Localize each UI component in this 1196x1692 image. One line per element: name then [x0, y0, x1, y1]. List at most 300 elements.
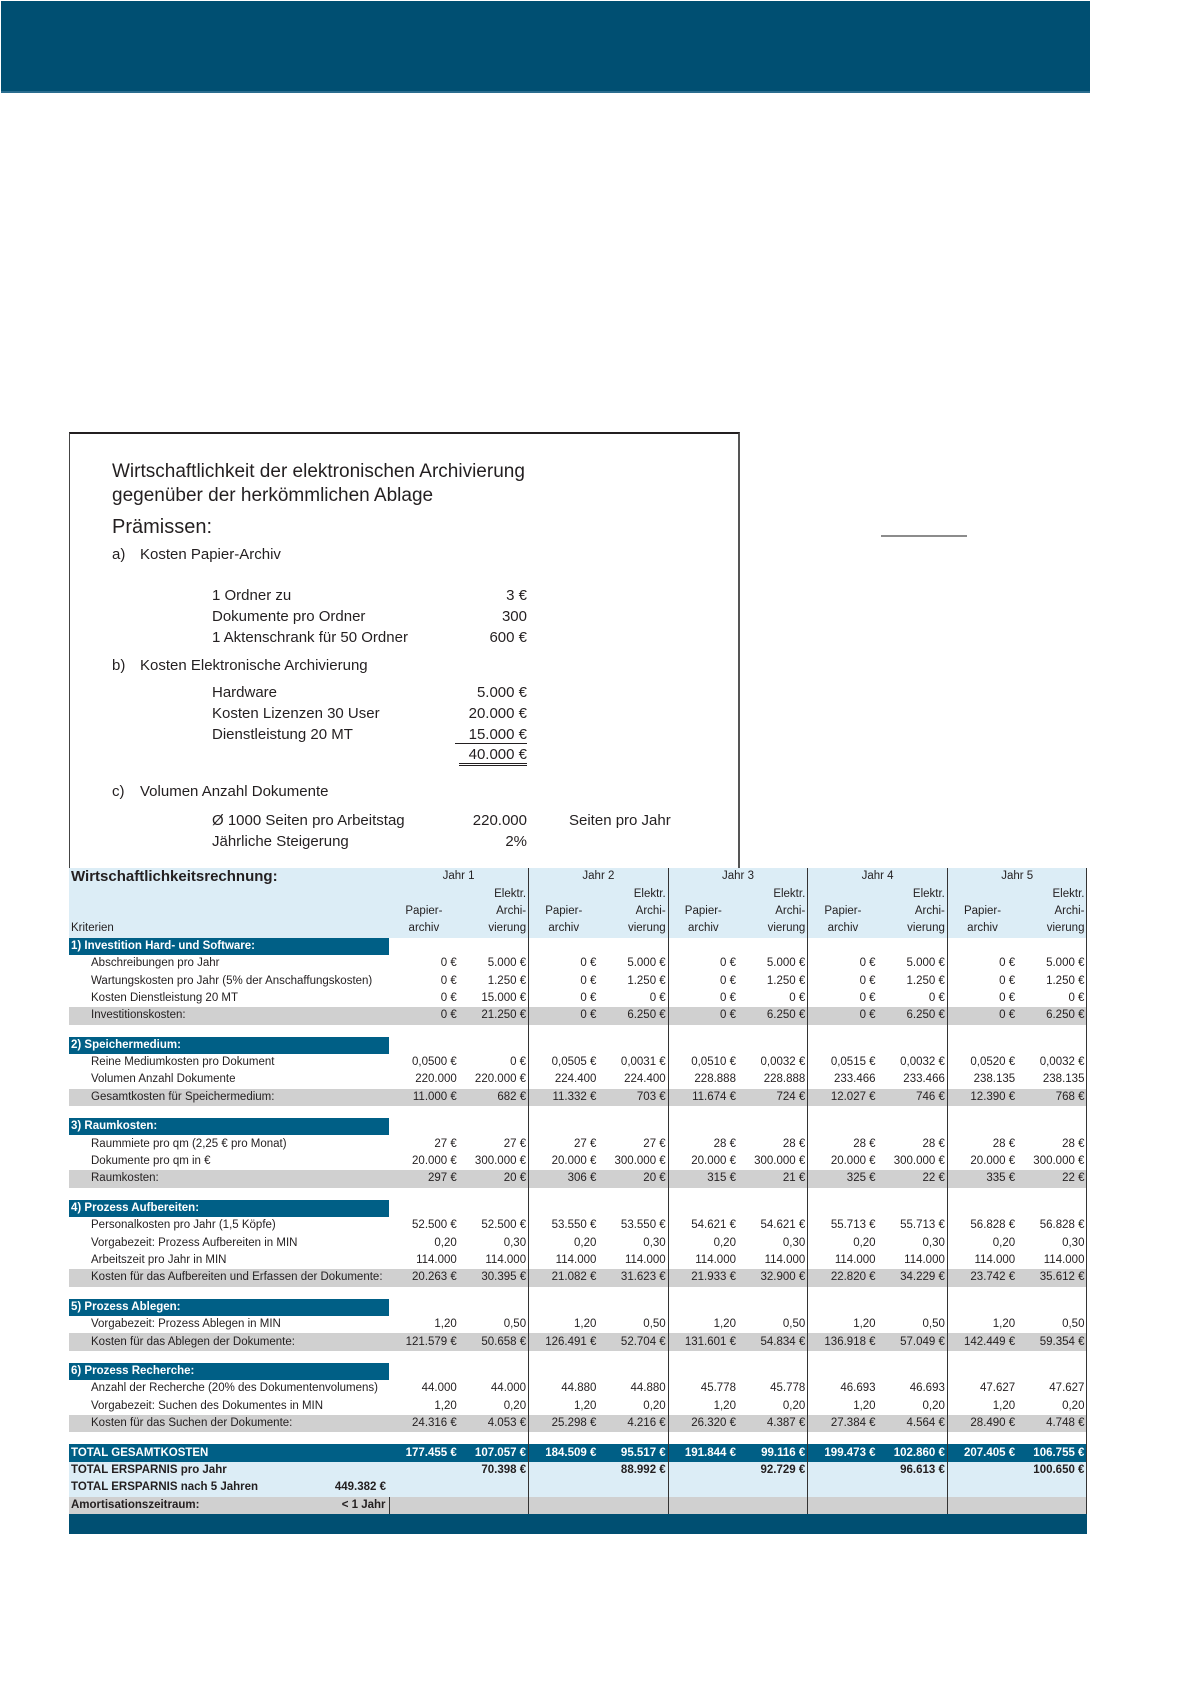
- table-row: [69, 955, 1087, 972]
- spacer: [668, 1106, 738, 1118]
- spacer: [459, 1188, 529, 1200]
- value-cell: 1,20: [713, 1399, 736, 1412]
- value-cell: 20.000 €: [412, 1155, 457, 1168]
- value-cell: 0,0032 €: [878, 1054, 948, 1071]
- spacer: [529, 1025, 599, 1037]
- premise-value: 3 €: [506, 587, 527, 604]
- spacer: [1017, 1188, 1087, 1200]
- section-title: 5) Prozess Ablegen:: [69, 1299, 389, 1316]
- spacer-row: [69, 1025, 1087, 1037]
- spacer: [947, 1351, 1017, 1363]
- spacer: [389, 1287, 459, 1299]
- spacer: [598, 1299, 668, 1316]
- value-cell: 121.579 €: [389, 1333, 459, 1350]
- value-cell: 703 €: [598, 1089, 668, 1106]
- value-cell: 54.621 €: [691, 1219, 736, 1232]
- spacer: [808, 1200, 878, 1217]
- value-cell: 1,20: [574, 1318, 597, 1331]
- col-elec-header: Archi-: [1017, 903, 1087, 920]
- savings-5-text: TOTAL ERSPARNIS nach 5 Jahren: [71, 1481, 259, 1494]
- value-cell: 0,0032 €: [1017, 1054, 1087, 1071]
- value-cell: 4.387 €: [738, 1415, 808, 1432]
- value-cell: 0,20: [574, 1236, 597, 1249]
- section-label: Kosten Papier-Archiv: [140, 546, 281, 563]
- spacer: [459, 1363, 529, 1380]
- value-cell: 114.000: [695, 1254, 736, 1266]
- value-cell: 136.918 €: [808, 1333, 878, 1350]
- value-cell: 300.000 €: [1017, 1153, 1087, 1170]
- spacer: [808, 1432, 878, 1444]
- value-cell: 0 €: [947, 1007, 1017, 1024]
- spacer: [947, 938, 1017, 955]
- value-cell: 114.000: [1017, 1252, 1087, 1269]
- value-cell: 0 €: [580, 957, 597, 970]
- premises-box: [69, 432, 740, 868]
- value-cell: 92.729 €: [738, 1462, 808, 1479]
- spacer: [668, 1118, 738, 1135]
- savings-5-label: [69, 1479, 389, 1496]
- spacer: [808, 1363, 878, 1380]
- section-header-row: [69, 1037, 1087, 1054]
- col-paper-header: archiv: [668, 920, 738, 937]
- row-label: Wartungskosten pro Jahr (5% der Anschaffungskosten): [91, 974, 373, 987]
- spacer: [389, 1200, 459, 1217]
- value-cell: 12.390 €: [947, 1089, 1017, 1106]
- value-cell: 0,0510 €: [691, 1056, 736, 1069]
- spacer-row: [69, 1106, 1087, 1118]
- value-cell: 238.135: [973, 1073, 1016, 1086]
- spacer: [598, 1200, 668, 1217]
- subtotal-row: [69, 1089, 1087, 1106]
- spacer: [598, 1432, 668, 1444]
- spacer: [529, 1188, 599, 1200]
- premise-label: Dokumente pro Ordner: [212, 608, 366, 625]
- spacer: [738, 1287, 808, 1299]
- year-header: Jahr 5: [947, 868, 1087, 885]
- premise-row: [212, 705, 527, 722]
- value-cell: 45.778: [738, 1380, 808, 1397]
- value-cell: 0,20: [713, 1236, 736, 1249]
- value-cell: 0 €: [859, 991, 876, 1004]
- spacer: [808, 1287, 878, 1299]
- title-line-2: gegenüber der herkömmlichen Ablage: [112, 485, 434, 506]
- table-row: [69, 1252, 1087, 1269]
- value-cell: 0,30: [878, 1234, 948, 1251]
- header-blank: [668, 885, 738, 902]
- signature-line: [881, 535, 967, 537]
- spacer: [947, 1188, 1017, 1200]
- value-cell: 100.650 €: [1017, 1462, 1087, 1479]
- value-cell: 0,50: [598, 1316, 668, 1333]
- value-cell: 300.000 €: [878, 1153, 948, 1170]
- subtotal-row: [69, 1333, 1087, 1350]
- spacer: [69, 1025, 389, 1037]
- premise-value: 20.000 €: [468, 705, 527, 722]
- spacer: [947, 1287, 1017, 1299]
- year-header: Jahr 3: [668, 868, 808, 885]
- value-cell: 746 €: [878, 1089, 948, 1106]
- section-b: [112, 657, 368, 674]
- col-elec-header: vierung: [459, 920, 529, 937]
- spacer: [529, 1106, 599, 1118]
- spacer: [459, 1037, 529, 1054]
- value-cell: 0,0515 €: [830, 1056, 876, 1069]
- value-cell: 27 €: [459, 1135, 529, 1152]
- value-cell: 31.623 €: [598, 1269, 668, 1286]
- value-cell: 46.693: [878, 1380, 948, 1397]
- total-label: TOTAL GESAMTKOSTEN: [69, 1444, 389, 1461]
- header-blank: [529, 885, 599, 902]
- premise-label: Jährliche Steigerung: [212, 833, 349, 850]
- spacer: [1017, 1351, 1087, 1363]
- section-title: 4) Prozess Aufbereiten:: [69, 1200, 389, 1217]
- value-cell: 22.820 €: [808, 1269, 878, 1286]
- spacer: [459, 1025, 529, 1037]
- table-row: [69, 1316, 1087, 1333]
- col-paper-header: Papier-: [529, 903, 599, 920]
- value-cell: 0 €: [389, 1007, 459, 1024]
- spacer: [1017, 1200, 1087, 1217]
- header-blank: [808, 885, 878, 902]
- value-cell: 724 €: [738, 1089, 808, 1106]
- spacer: [668, 1479, 738, 1496]
- value-cell: 20.000 €: [691, 1155, 736, 1168]
- value-cell: 21 €: [738, 1170, 808, 1187]
- value-cell: 4.053 €: [459, 1415, 529, 1432]
- value-cell: 5.000 €: [598, 955, 668, 972]
- spacer: [389, 1363, 459, 1380]
- spacer: [1017, 1118, 1087, 1135]
- spacer: [808, 1106, 878, 1118]
- col-elec-header: Archi-: [878, 903, 948, 920]
- row-label: Vorgabezeit: Suchen des Dokumentes in MIN: [91, 1399, 324, 1412]
- subtotal-row: [69, 1415, 1087, 1432]
- spacer: [459, 1200, 529, 1217]
- spacer: [947, 1037, 1017, 1054]
- spacer: [598, 1025, 668, 1037]
- spacer: [947, 1025, 1017, 1037]
- spacer: [878, 1188, 948, 1200]
- premise-value: 2%: [505, 833, 527, 850]
- premises-heading: Prämissen:: [112, 516, 213, 538]
- header-blank: [69, 903, 389, 920]
- value-cell: 224.400: [598, 1071, 668, 1088]
- spacer: [668, 1287, 738, 1299]
- value-cell: 27 €: [434, 1137, 457, 1150]
- spacer: [878, 1106, 948, 1118]
- premise-row: [212, 684, 527, 701]
- value-cell: 11.332 €: [529, 1089, 599, 1106]
- spacer: [1017, 1497, 1087, 1514]
- year-header: Jahr 2: [529, 868, 669, 885]
- spacer: [668, 1299, 738, 1316]
- value-cell: 15.000 €: [459, 990, 529, 1007]
- value-cell: 11.674 €: [668, 1089, 738, 1106]
- spacer: [947, 1200, 1017, 1217]
- value-cell: 0 €: [440, 957, 457, 970]
- spacer: [598, 1363, 668, 1380]
- spacer: [69, 1287, 389, 1299]
- section-label: Kosten Elektronische Archivierung: [140, 657, 368, 674]
- value-cell: 1.250 €: [1017, 972, 1087, 989]
- premise-row: [212, 833, 527, 850]
- table-header-row: [69, 903, 1087, 920]
- row-label: Personalkosten pro Jahr (1,5 Köpfe): [91, 1219, 276, 1232]
- spacer: [738, 1188, 808, 1200]
- value-cell: 0,20: [598, 1398, 668, 1415]
- spacer: [1017, 938, 1087, 955]
- col-elec-header: Archi-: [459, 903, 529, 920]
- value-cell: 5.000 €: [878, 955, 948, 972]
- spacer: [459, 938, 529, 955]
- value-cell: 228.888: [738, 1071, 808, 1088]
- spacer: [529, 1351, 599, 1363]
- value-cell: 107.057 €: [459, 1444, 529, 1461]
- premise-row: [212, 812, 671, 829]
- value-cell: 0,20: [853, 1236, 876, 1249]
- value-cell: 1,20: [853, 1399, 876, 1412]
- row-label: Vorgabezeit: Prozess Ablegen in MIN: [91, 1318, 281, 1331]
- value-cell: 102.860 €: [878, 1444, 948, 1461]
- value-cell: 0 €: [440, 991, 457, 1004]
- premise-label: 1 Aktenschrank für 50 Ordner: [212, 629, 408, 646]
- subtotal-row: [69, 1269, 1087, 1286]
- value-cell: 207.405 €: [947, 1444, 1017, 1461]
- row-label: Kosten Dienstleistung 20 MT: [91, 991, 239, 1004]
- value-cell: [947, 1462, 1017, 1479]
- spacer: [529, 1287, 599, 1299]
- value-cell: 297 €: [389, 1170, 459, 1187]
- value-cell: 21.250 €: [459, 1007, 529, 1024]
- value-cell: 25.298 €: [529, 1415, 599, 1432]
- table-row: [69, 1054, 1087, 1071]
- value-cell: 0,30: [1017, 1234, 1087, 1251]
- spacer: [389, 1118, 459, 1135]
- value-cell: 6.250 €: [878, 1007, 948, 1024]
- value-cell: 114.000: [459, 1252, 529, 1269]
- premise-value: 5.000 €: [476, 684, 527, 701]
- subtotal-label: Investitionskosten:: [69, 1007, 389, 1024]
- spacer: [668, 1188, 738, 1200]
- spacer: [459, 1287, 529, 1299]
- spacer: [529, 1497, 599, 1514]
- spacer: [738, 1363, 808, 1380]
- value-cell: 0,0500 €: [412, 1056, 457, 1069]
- spacer: [69, 1432, 389, 1444]
- spacer: [808, 1497, 878, 1514]
- spacer: [878, 1118, 948, 1135]
- section-header-row: [69, 1118, 1087, 1135]
- spacer: [947, 1432, 1017, 1444]
- table-row: [69, 1071, 1087, 1088]
- spacer: [878, 1497, 948, 1514]
- subtotal-label: Gesamtkosten für Speichermedium:: [69, 1089, 389, 1106]
- spacer: [668, 938, 738, 955]
- value-cell: 1,20: [992, 1318, 1016, 1331]
- col-paper-header: archiv: [529, 920, 599, 937]
- spacer: [529, 1299, 599, 1316]
- table-row: [69, 1135, 1087, 1152]
- table-row: [69, 990, 1087, 1007]
- value-cell: 325 €: [808, 1170, 878, 1187]
- spacer: [389, 1479, 459, 1496]
- premise-row: [212, 726, 527, 743]
- spacer: [878, 1363, 948, 1380]
- spacer: [738, 1200, 808, 1217]
- row-label: Volumen Anzahl Dokumente: [91, 1073, 236, 1086]
- value-cell: 5.000 €: [738, 955, 808, 972]
- value-cell: 21.082 €: [529, 1269, 599, 1286]
- spacer: [1017, 1287, 1087, 1299]
- value-cell: 142.449 €: [947, 1333, 1017, 1350]
- value-cell: 28 €: [878, 1135, 948, 1152]
- value-cell: 0 €: [738, 990, 808, 1007]
- value-cell: 88.992 €: [598, 1462, 668, 1479]
- spacer: [738, 1479, 808, 1496]
- section-title: 3) Raumkosten:: [69, 1118, 389, 1135]
- table-row: [69, 1153, 1087, 1170]
- spacer: [389, 938, 459, 955]
- spacer: [738, 1025, 808, 1037]
- value-cell: 0,20: [459, 1398, 529, 1415]
- spacer: [1017, 1299, 1087, 1316]
- value-cell: 27.384 €: [808, 1415, 878, 1432]
- spacer: [389, 1299, 459, 1316]
- value-cell: 26.320 €: [668, 1415, 738, 1432]
- value-cell: 21.933 €: [668, 1269, 738, 1286]
- spacer: [878, 1479, 948, 1496]
- total-costs-row: [69, 1444, 1087, 1461]
- premise-value: 300: [501, 608, 527, 625]
- spacer: [668, 1432, 738, 1444]
- value-cell: 220.000 €: [459, 1071, 529, 1088]
- col-elec-header: Elektr.: [459, 885, 529, 902]
- value-cell: 1,20: [853, 1318, 876, 1331]
- spacer: [808, 1025, 878, 1037]
- value-cell: 56.828 €: [970, 1219, 1016, 1232]
- value-cell: 0 €: [598, 990, 668, 1007]
- spacer: [808, 1479, 878, 1496]
- value-cell: 22 €: [1017, 1170, 1087, 1187]
- spacer: [668, 1497, 738, 1514]
- value-cell: 52.500 €: [459, 1217, 529, 1234]
- value-cell: 53.550 €: [551, 1219, 597, 1232]
- value-cell: 28 €: [992, 1137, 1016, 1150]
- col-paper-header: Papier-: [808, 903, 878, 920]
- amortisation-text: Amortisationszeitraum:: [71, 1498, 200, 1511]
- spacer-row: [69, 1351, 1087, 1363]
- value-cell: 0 €: [999, 991, 1016, 1004]
- spacer: [529, 938, 599, 955]
- col-paper-header: archiv: [947, 920, 1017, 937]
- spacer: [389, 1188, 459, 1200]
- value-cell: 6.250 €: [598, 1007, 668, 1024]
- spacer: [389, 1351, 459, 1363]
- savings-5-years-row: [69, 1479, 1087, 1496]
- value-cell: 4.216 €: [598, 1415, 668, 1432]
- col-elec-header: Elektr.: [1017, 885, 1087, 902]
- value-cell: 114.000: [598, 1252, 668, 1269]
- value-cell: 0 €: [529, 1007, 599, 1024]
- spacer-row: [69, 1287, 1087, 1299]
- spacer: [738, 1037, 808, 1054]
- spacer: [598, 1497, 668, 1514]
- section-marker: b): [112, 657, 126, 674]
- value-cell: 300.000 €: [459, 1153, 529, 1170]
- value-cell: 114.000: [555, 1254, 597, 1266]
- spacer: [947, 1363, 1017, 1380]
- value-cell: 55.713 €: [878, 1217, 948, 1234]
- top-banner: [1, 1, 1090, 93]
- value-cell: 114.000: [834, 1254, 876, 1266]
- spacer: [878, 1025, 948, 1037]
- title-line-1: Wirtschaftlichkeit der elektronischen Archivierung: [112, 461, 525, 482]
- subtotal-label: Kosten für das Ablegen der Dokumente:: [69, 1333, 389, 1350]
- value-cell: 1,20: [992, 1399, 1016, 1412]
- col-elec-header: Archi-: [598, 903, 668, 920]
- spacer: [1017, 1363, 1087, 1380]
- value-cell: 0 €: [719, 957, 736, 970]
- table-title: Wirtschaftlichkeitsrechnung:: [69, 868, 389, 885]
- value-cell: 11.000 €: [389, 1089, 459, 1106]
- spacer: [668, 1351, 738, 1363]
- value-cell: 30.395 €: [459, 1269, 529, 1286]
- value-cell: 335 €: [947, 1170, 1017, 1187]
- col-elec-header: Elektr.: [878, 885, 948, 902]
- value-cell: 35.612 €: [1017, 1269, 1087, 1286]
- spacer: [738, 938, 808, 955]
- value-cell: 1.250 €: [598, 972, 668, 989]
- value-cell: 1.250 €: [459, 972, 529, 989]
- col-elec-header: Elektr.: [738, 885, 808, 902]
- row-label: Vorgabezeit: Prozess Aufbereiten in MIN: [91, 1236, 298, 1249]
- spacer: [878, 1299, 948, 1316]
- spacer: [878, 1432, 948, 1444]
- header-blank: [389, 885, 459, 902]
- section-header-row: [69, 1299, 1087, 1316]
- spacer: [878, 1200, 948, 1217]
- amortisation-label: [69, 1497, 389, 1514]
- value-cell: 0 €: [999, 974, 1016, 987]
- spacer: [808, 1299, 878, 1316]
- value-cell: 106.755 €: [1017, 1444, 1087, 1461]
- col-paper-header: Papier-: [389, 903, 459, 920]
- value-cell: 4.564 €: [878, 1415, 948, 1432]
- spacer: [1017, 1106, 1087, 1118]
- premise-label: Dienstleistung 20 MT: [212, 726, 353, 743]
- premise-value: 220.000: [472, 812, 527, 829]
- value-cell: [808, 1462, 878, 1479]
- spacer: [668, 1037, 738, 1054]
- premise-label: Hardware: [212, 684, 278, 701]
- value-cell: 1.250 €: [738, 972, 808, 989]
- value-cell: 1,20: [434, 1399, 457, 1412]
- spacer: [878, 1037, 948, 1054]
- spacer: [459, 1479, 529, 1496]
- value-cell: 44.880: [598, 1380, 668, 1397]
- spacer: [598, 1037, 668, 1054]
- spacer: [389, 1106, 459, 1118]
- value-cell: 0,50: [1017, 1316, 1087, 1333]
- value-cell: 96.613 €: [878, 1462, 948, 1479]
- col-paper-header: archiv: [389, 920, 459, 937]
- value-cell: 99.116 €: [738, 1444, 808, 1461]
- spacer-row: [69, 1188, 1087, 1200]
- row-label: Anzahl der Recherche (20% des Dokumentenvolumens): [91, 1382, 379, 1395]
- spacer: [529, 1479, 599, 1496]
- subtotal-label: Kosten für das Suchen der Dokumente:: [69, 1415, 389, 1432]
- col-elec-header: vierung: [878, 920, 948, 937]
